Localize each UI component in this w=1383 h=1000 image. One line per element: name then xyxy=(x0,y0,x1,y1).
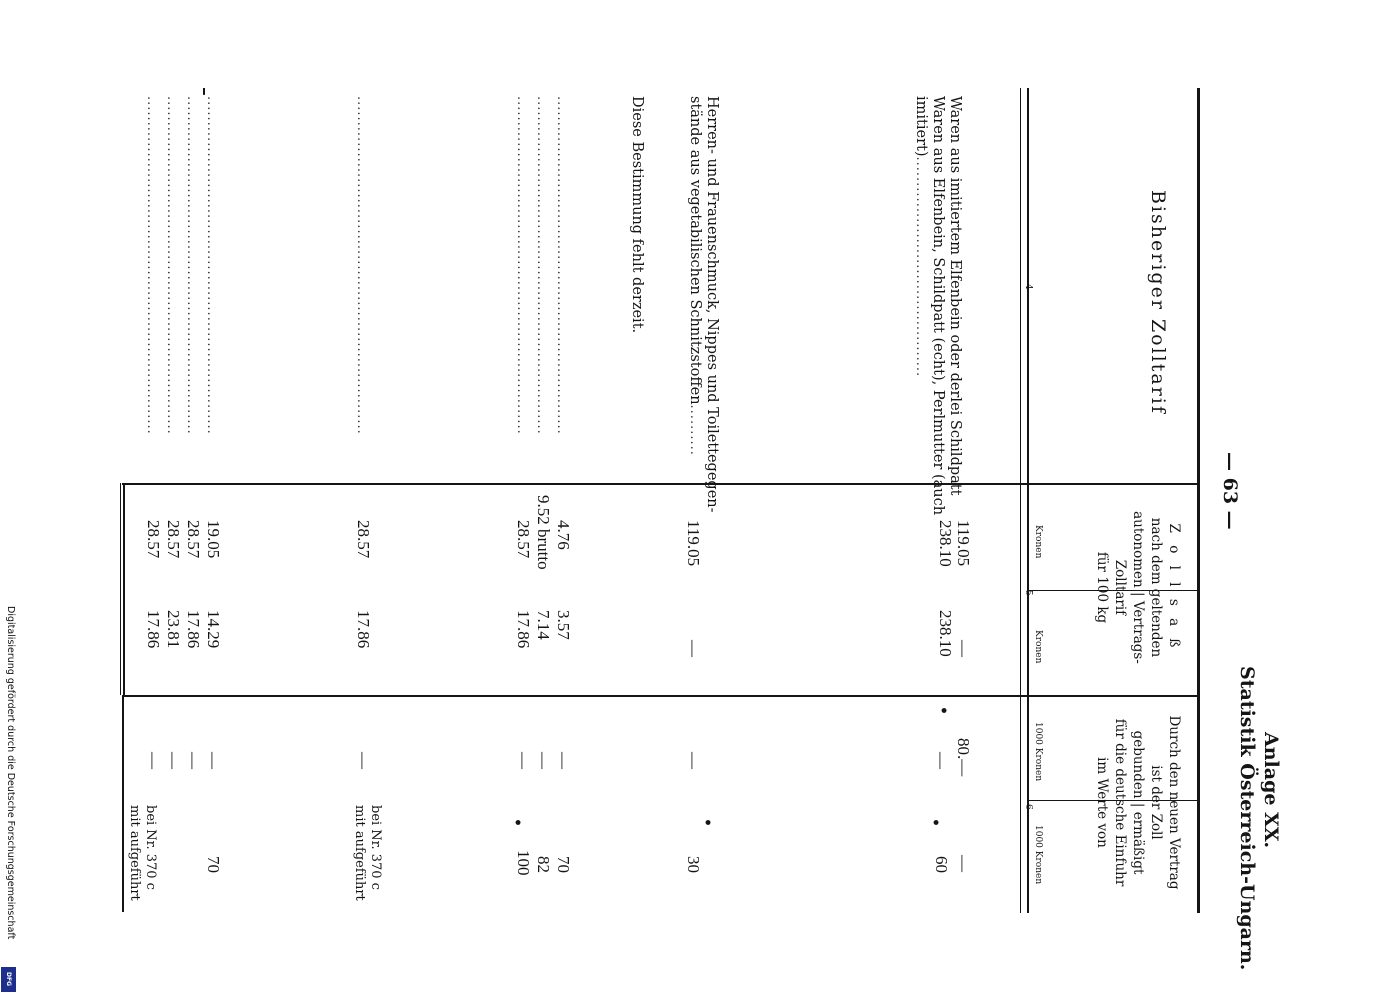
row1-brace xyxy=(203,88,205,95)
dot-leader: .................................................................. xyxy=(144,96,159,435)
footer-text: Digitalisierung gefördert durch die Deutsche Forschungsgemeinschaft xyxy=(5,606,16,940)
row10 xyxy=(164,96,183,435)
row1-autonomous: 119.05 xyxy=(954,520,973,567)
col6-header-line: ist der Zoll xyxy=(1148,765,1164,840)
col5-unit-left: Kronen xyxy=(1033,525,1043,559)
digitization-footer xyxy=(0,0,20,1000)
row5-bound: — xyxy=(534,752,553,769)
row11-autonomous: 28.57 xyxy=(144,520,163,559)
row1-bound-2: — xyxy=(932,752,951,769)
row2-reduced: 30 xyxy=(684,856,703,873)
marker-asterisk: • xyxy=(699,818,715,827)
row8-bound: — xyxy=(204,752,223,769)
col5-number: 5 xyxy=(1023,590,1033,596)
col6-unit-right: 1000 Kronen xyxy=(1033,825,1043,885)
row8-reduced: 70 xyxy=(204,856,223,873)
row5-reduced: 82 xyxy=(534,856,553,873)
row1-text xyxy=(912,96,963,515)
row2-line: Herren- und Frauenschmuck, Nippes und Toilettegegen- xyxy=(704,96,720,513)
table-top-rule xyxy=(1197,88,1200,913)
dot-leader: .................................................................. xyxy=(354,96,369,435)
col5-body-rule xyxy=(123,483,125,695)
row6-reduced: 100 xyxy=(514,850,533,876)
row1-contract: — xyxy=(954,640,973,657)
col4-title: Bisheriger Zolltarif xyxy=(1147,190,1169,415)
col6-header-line: im Werte von xyxy=(1094,757,1110,848)
row4 xyxy=(554,96,573,435)
row1-reduced-2: 60 xyxy=(932,856,951,873)
row10-contract: 23.81 xyxy=(164,610,183,649)
row8-autonomous: 19.05 xyxy=(204,520,223,559)
row4-bound: — xyxy=(554,752,573,769)
row1-autonomous-2: 238.10 xyxy=(936,520,955,567)
marker-asterisk: • xyxy=(509,818,525,827)
row1-bound: 80.— xyxy=(954,738,973,777)
col5-header-line: autonomen | Vertrags- xyxy=(1130,511,1146,664)
row10-autonomous: 28.57 xyxy=(164,520,183,559)
row8-contract: 14.29 xyxy=(204,610,223,649)
row6-contract: 17.86 xyxy=(514,610,533,649)
row1-line: Waren aus Elfenbein, Schildpatt (echt), Perlmutter (auch xyxy=(930,96,946,516)
row7-reduced: bei Nr. 370 c mit aufgeführt xyxy=(352,805,383,901)
row2-autonomous: 119.05 xyxy=(684,520,703,567)
row1-line: Waren aus imitiertem Elfenbein oder derlei Schildpatt xyxy=(947,96,963,496)
row9-contract: 17.86 xyxy=(184,610,203,649)
dot-leader: .................................................................. xyxy=(534,96,549,435)
row10-bound: — xyxy=(164,752,183,769)
row1-reduced: — xyxy=(954,855,973,872)
row7-autonomous: 28.57 xyxy=(354,520,373,559)
row6-autonomous: 28.57 xyxy=(514,520,533,559)
row8 xyxy=(204,96,223,435)
col5-unit-right: Kronen xyxy=(1033,630,1043,664)
col6-unit-left: 1000 Kronen xyxy=(1033,722,1043,782)
dfg-logo-icon: DFG xyxy=(1,967,16,992)
col5-col6-divider xyxy=(122,695,1197,697)
col5-header-line: Zolltarif xyxy=(1112,559,1128,616)
row7-contract: 17.86 xyxy=(354,610,373,649)
row2-contract: — xyxy=(684,640,703,657)
col5-header-line: für 100 kg xyxy=(1094,551,1110,624)
dot-leader: .................................................................. xyxy=(554,96,569,435)
table-header-rule xyxy=(1027,88,1029,913)
dot-leader: .................................................................. xyxy=(164,96,179,435)
col6-header xyxy=(1093,700,1183,905)
col6-body-rule xyxy=(120,483,121,695)
row4-contract: 3.57 xyxy=(554,610,573,640)
col5-header xyxy=(1093,490,1183,685)
row9 xyxy=(184,96,203,435)
row7-bound: — xyxy=(354,752,373,769)
row2-bound: — xyxy=(684,752,703,769)
col5-header-line: nach dem geltenden xyxy=(1148,517,1164,658)
row11-contract: 17.86 xyxy=(144,610,163,649)
page-number: — 63 — xyxy=(1219,452,1241,530)
row11-reduced: bei Nr. 370 c mit aufgeführt xyxy=(127,805,158,901)
row4-reduced: 70 xyxy=(554,856,573,873)
row3-text: Diese Bestimmung fehlt derzeit. xyxy=(629,96,645,334)
row11 xyxy=(144,96,163,435)
annex-label: Anlage XX. xyxy=(1260,732,1282,849)
col6-header-line: für die deutsche Einfuhr xyxy=(1112,718,1128,887)
row9-autonomous: 28.57 xyxy=(184,520,203,559)
row5-autonomous: 9.52 brutto xyxy=(534,495,553,570)
row6-bound: — xyxy=(514,752,533,769)
row4-autonomous: 4.76 xyxy=(554,520,573,550)
col6-left-rule xyxy=(122,697,124,912)
col6-header-line: Durch den neuen Vertrag xyxy=(1166,715,1182,890)
row7 xyxy=(354,96,373,435)
row2-text xyxy=(686,96,720,513)
col4-col5-divider xyxy=(122,483,1197,485)
dot-leader: .................................................................. xyxy=(514,96,529,435)
row2-line: stände aus vegetabilischen Schnitzstoffen.......... xyxy=(687,96,703,456)
marker-asterisk: • xyxy=(927,818,943,827)
col6-header-line: gebunden | ermäßigt xyxy=(1130,730,1146,875)
row1-line: imitiert)........................................... xyxy=(913,96,929,378)
marker-asterisk: • xyxy=(935,706,951,715)
country-title: Statistik Österreich-Ungarn. xyxy=(1236,666,1258,971)
dot-leader: .................................................................. xyxy=(204,96,219,435)
row11-bound: — xyxy=(144,752,163,769)
col5-header-line: Z o l l s a ß xyxy=(1166,523,1182,652)
row9-bound: — xyxy=(184,752,203,769)
col6-number: 6 xyxy=(1023,804,1033,810)
row5 xyxy=(534,96,553,435)
row6 xyxy=(514,96,533,435)
col-number-rule xyxy=(1020,88,1021,913)
dot-leader: .................................................................. xyxy=(184,96,199,435)
row1-contract-2: 238.10 xyxy=(936,610,955,657)
row5-contract: 7.14 xyxy=(534,610,553,640)
col4-number: 4 xyxy=(1023,284,1033,290)
